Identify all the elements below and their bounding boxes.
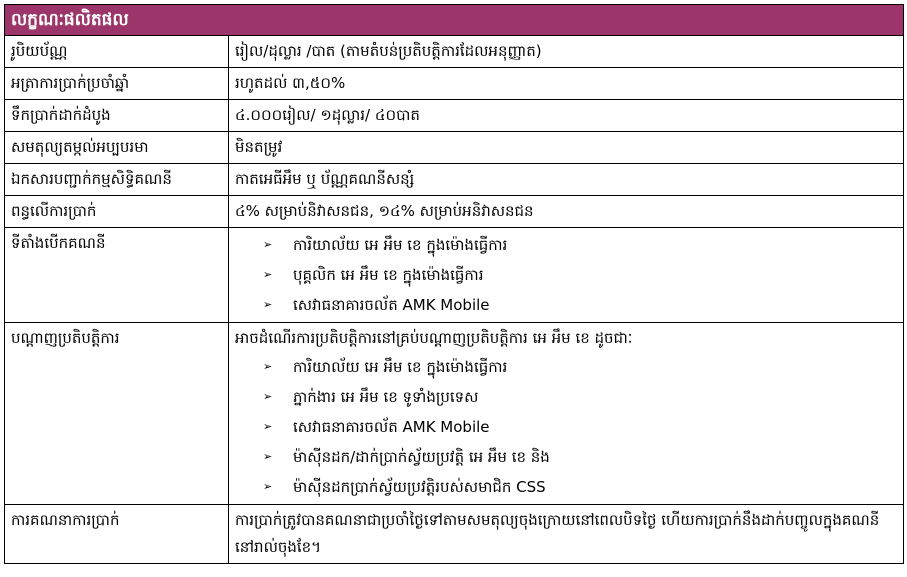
row-value-interest-tax: ៤% សម្រាប់និវាសនជន, ១៤% សម្រាប់អនិវាសនជន <box>229 196 904 228</box>
row-label-open-account: ទីតាំងបើកគណនី <box>5 228 229 323</box>
table-row <box>5 505 904 564</box>
list-item-text: ការិយាល័យ អេ អឹម ខេ ក្នុងម៉ោងធ្វើការ <box>293 236 508 254</box>
table-title: លក្ខណៈផលិតផល <box>5 5 904 36</box>
channels-intro: អាចដំណើរការប្រតិបត្តិការនៅគ្រប់បណ្តាញប្រតិបត្តិការ អេ អឹម ខេ ដូចជាៈ <box>235 329 633 347</box>
table-header-row <box>5 5 904 36</box>
row-value-initial-deposit: ៤.០០០រៀល/ ១ដុល្លារ/ ៤០បាត <box>229 100 904 132</box>
row-value-ownership-doc: កាតអេធីអឹម ឬ ប័ណ្ណគណនីសន្សំ <box>229 164 904 196</box>
row-value-currency: រៀល/ដុល្លារ /បាត (តាមតំបន់ប្រតិបត្តិការដែលអនុញ្ញាត) <box>229 36 904 68</box>
arrow-bullet-icon: ➢ <box>263 268 273 281</box>
list-item <box>263 352 897 382</box>
channels-list <box>235 352 897 502</box>
list-item-text: ការិយាល័យ អេ អឹម ខេ ក្នុងម៉ោងធ្វើការ <box>293 358 508 376</box>
product-features-table <box>4 4 904 564</box>
product-features-table-wrapper <box>4 4 903 564</box>
row-label-interest-tax: ពន្ធលើការប្រាក់ <box>5 196 229 228</box>
list-item <box>263 442 897 472</box>
row-label-currency: រូបិយប័ណ្ណ <box>5 36 229 68</box>
list-item-text: សេវាធនាគារចល័ត AMK Mobile <box>293 418 490 436</box>
arrow-bullet-icon: ➢ <box>263 238 273 251</box>
row-value-interest-calculation: ការប្រាក់ត្រូវបានគណនាជាប្រចាំថ្ងៃទៅតាមសមតុល្យចុងក្រោយនៅពេលបិទថ្ងៃ ហើយការប្រាក់នឹងដាក់បញ្ចូលក្នុងគណនីនៅរាល់ចុងខែ។ <box>229 505 904 564</box>
list-item <box>263 260 897 290</box>
row-value-minimum-balance: មិនតម្រូវ <box>229 132 904 164</box>
table-row <box>5 36 904 68</box>
table-row <box>5 132 904 164</box>
table-row <box>5 228 904 323</box>
row-label-channels: បណ្តាញប្រតិបត្តិការ <box>5 323 229 505</box>
arrow-bullet-icon: ➢ <box>263 420 273 433</box>
row-value-channels <box>229 323 904 505</box>
arrow-bullet-icon: ➢ <box>263 450 273 463</box>
row-value-interest-rate: រហូតដល់ ៣,៥០% <box>229 68 904 100</box>
list-item-text: បុគ្គលិក អេ អឹម ខេ ក្នុងម៉ោងធ្វើការ <box>293 266 484 284</box>
arrow-bullet-icon: ➢ <box>263 390 273 403</box>
row-label-interest-calculation: ការគណនាការប្រាក់ <box>5 505 229 564</box>
list-item <box>263 290 897 320</box>
row-label-minimum-balance: សមតុល្យតម្កល់អប្បបរមា <box>5 132 229 164</box>
list-item-text: ម៉ាស៊ីនដកប្រាក់ស្វ័យប្រវត្តិរបស់សមាជិក CSS <box>293 478 546 496</box>
list-item-text: ភ្នាក់ងារ អេ អឹម ខេ ទូទាំងប្រទេស <box>293 388 479 406</box>
list-item <box>263 412 897 442</box>
list-item <box>263 382 897 412</box>
open-account-list <box>235 230 897 320</box>
list-item <box>263 472 897 502</box>
list-item-text: សេវាធនាគារចល័ត AMK Mobile <box>293 296 490 314</box>
table-row <box>5 323 904 505</box>
arrow-bullet-icon: ➢ <box>263 360 273 373</box>
arrow-bullet-icon: ➢ <box>263 480 273 493</box>
table-row <box>5 68 904 100</box>
table-row <box>5 100 904 132</box>
list-item-text: ម៉ាស៊ីនដក/ដាក់ប្រាក់ស្វ័យប្រវត្តិ អេ អឹម ខេ និង <box>293 448 550 466</box>
table-row <box>5 164 904 196</box>
row-value-open-account <box>229 228 904 323</box>
arrow-bullet-icon: ➢ <box>263 298 273 311</box>
row-label-ownership-doc: ឯកសារបញ្ជាក់កម្មសិទ្ធិគណនី <box>5 164 229 196</box>
row-label-initial-deposit: ទឹកប្រាក់ដាក់ដំបូង <box>5 100 229 132</box>
row-label-interest-rate: អត្រាការប្រាក់ប្រចាំឆ្នាំ <box>5 68 229 100</box>
table-row <box>5 196 904 228</box>
list-item <box>263 230 897 260</box>
